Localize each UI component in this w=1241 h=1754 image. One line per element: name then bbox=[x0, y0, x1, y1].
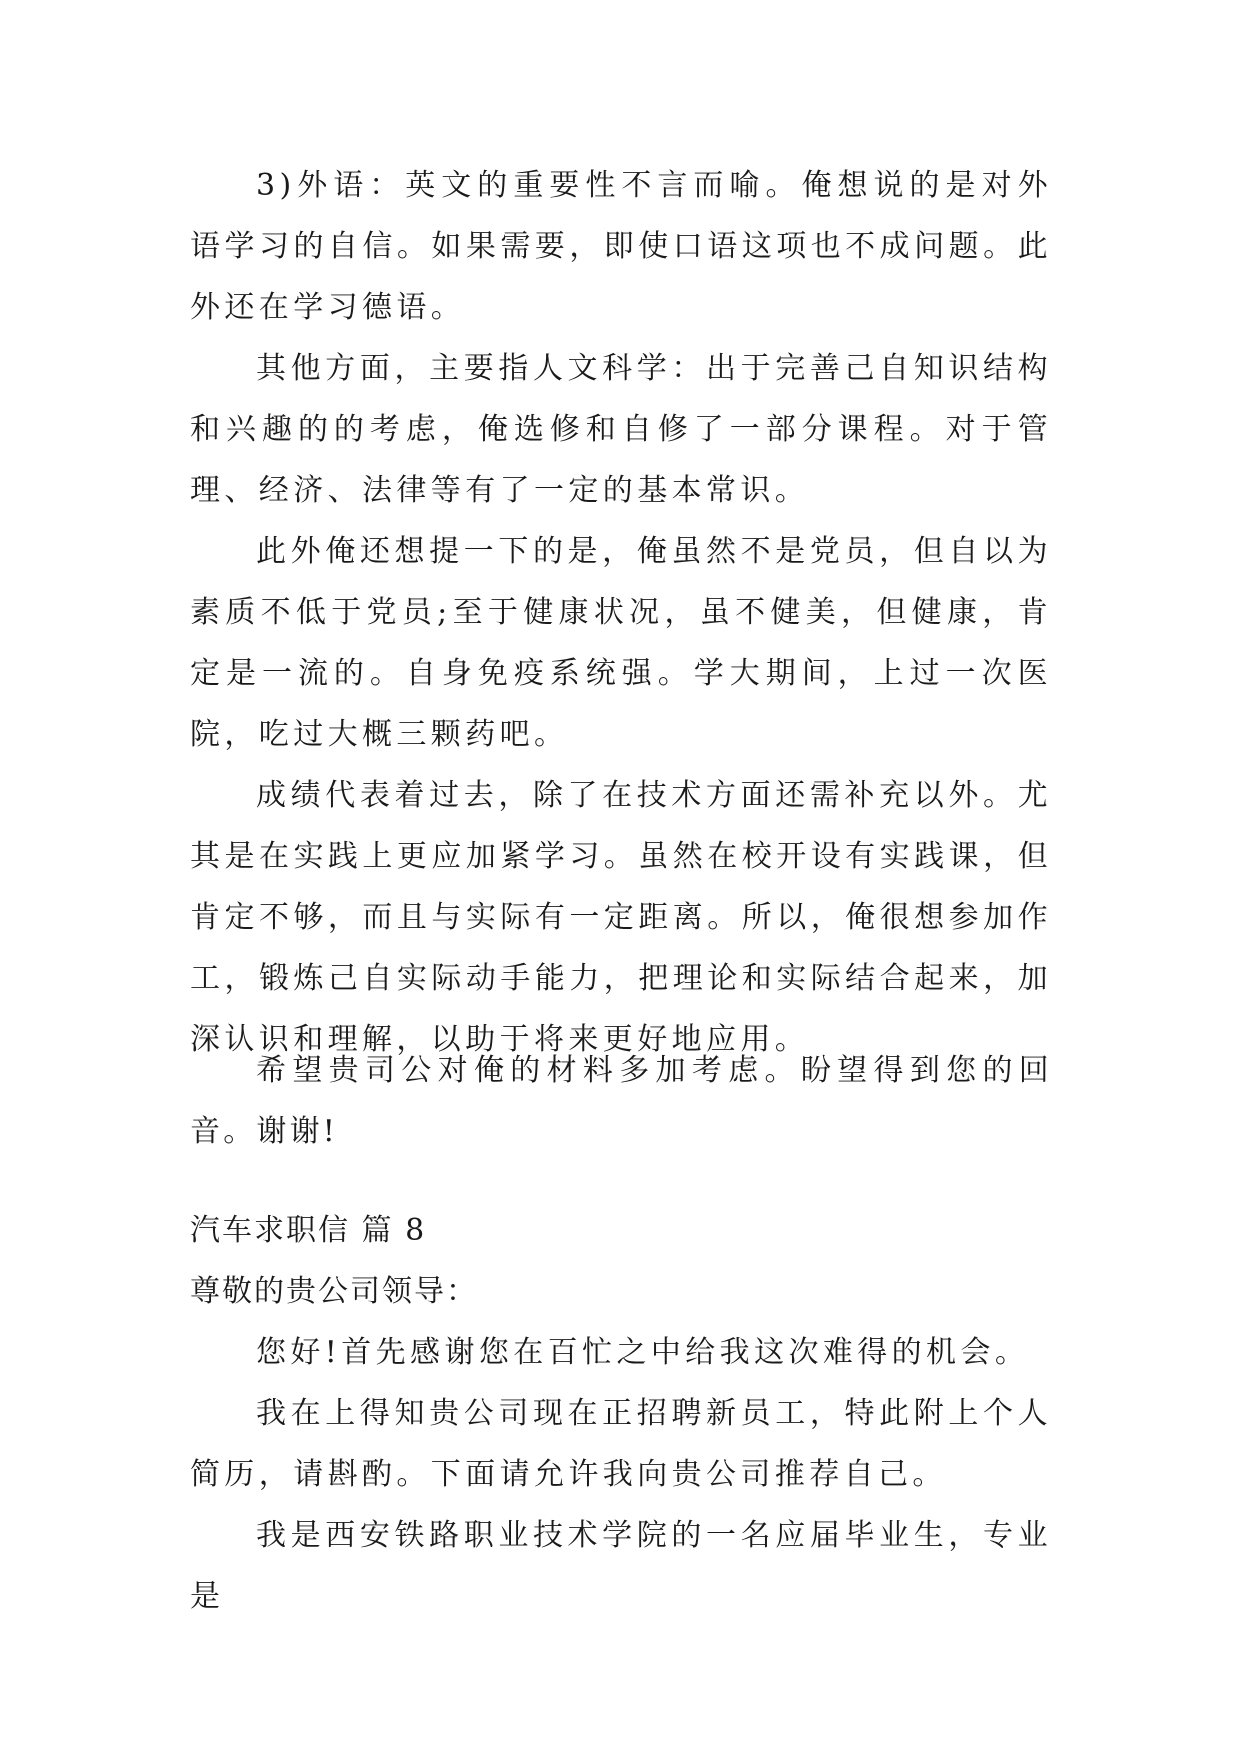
paragraph-practice: 成绩代表着过去，除了在技术方面还需补充以外。尤其是在实践上更应加紧学习。虽然在校开设有实践课，但肯定不够，而且与实际有一定距离。所以，俺很想参加作工，锻炼己自实际动手能力，把理论和实际结合起来，加深认识和理解，以助于将来更好地应用。 bbox=[190, 778, 1052, 1057]
letter-paragraph-intro: 我在上得知贵公司现在正招聘新员工，特此附上个人简历，请斟酌。下面请允许我向贵公司推荐自己。 bbox=[190, 1396, 1052, 1492]
salutation: 尊敬的贵公司领导： bbox=[190, 1274, 478, 1309]
letter-paragraph-background: 我是西安铁路职业技术学院的一名应届毕业生，专业是 bbox=[190, 1518, 1052, 1614]
paragraph-humanities: 其他方面，主要指人文科学：出于完善己自知识结构和兴趣的的考虑，俺选修和自修了一部分课程。对于管理、经济、法律等有了一定的基本常识。 bbox=[190, 351, 1052, 508]
paragraph-closing: 希望贵司公对俺的材料多加考虑。盼望得到您的回音。谢谢! bbox=[190, 1053, 1052, 1149]
section-title: 汽车求职信 篇 8 bbox=[190, 1213, 427, 1248]
paragraph-health: 此外俺还想提一下的是，俺虽然不是党员，但自以为素质不低于党员;至于健康状况，虽不健美，但健康，肯定是一流的。自身免疫系统强。学大期间，上过一次医院，吃过大概三颗药吧。 bbox=[190, 534, 1052, 752]
paragraph-foreign-language: 3)外语：英文的重要性不言而喻。俺想说的是对外语学习的自信。如果需要，即使口语这项也不成问题。此外还在学习德语。 bbox=[190, 168, 1052, 325]
letter-paragraph-greeting: 您好!首先感谢您在百忙之中给我这次难得的机会。 bbox=[256, 1335, 1030, 1370]
